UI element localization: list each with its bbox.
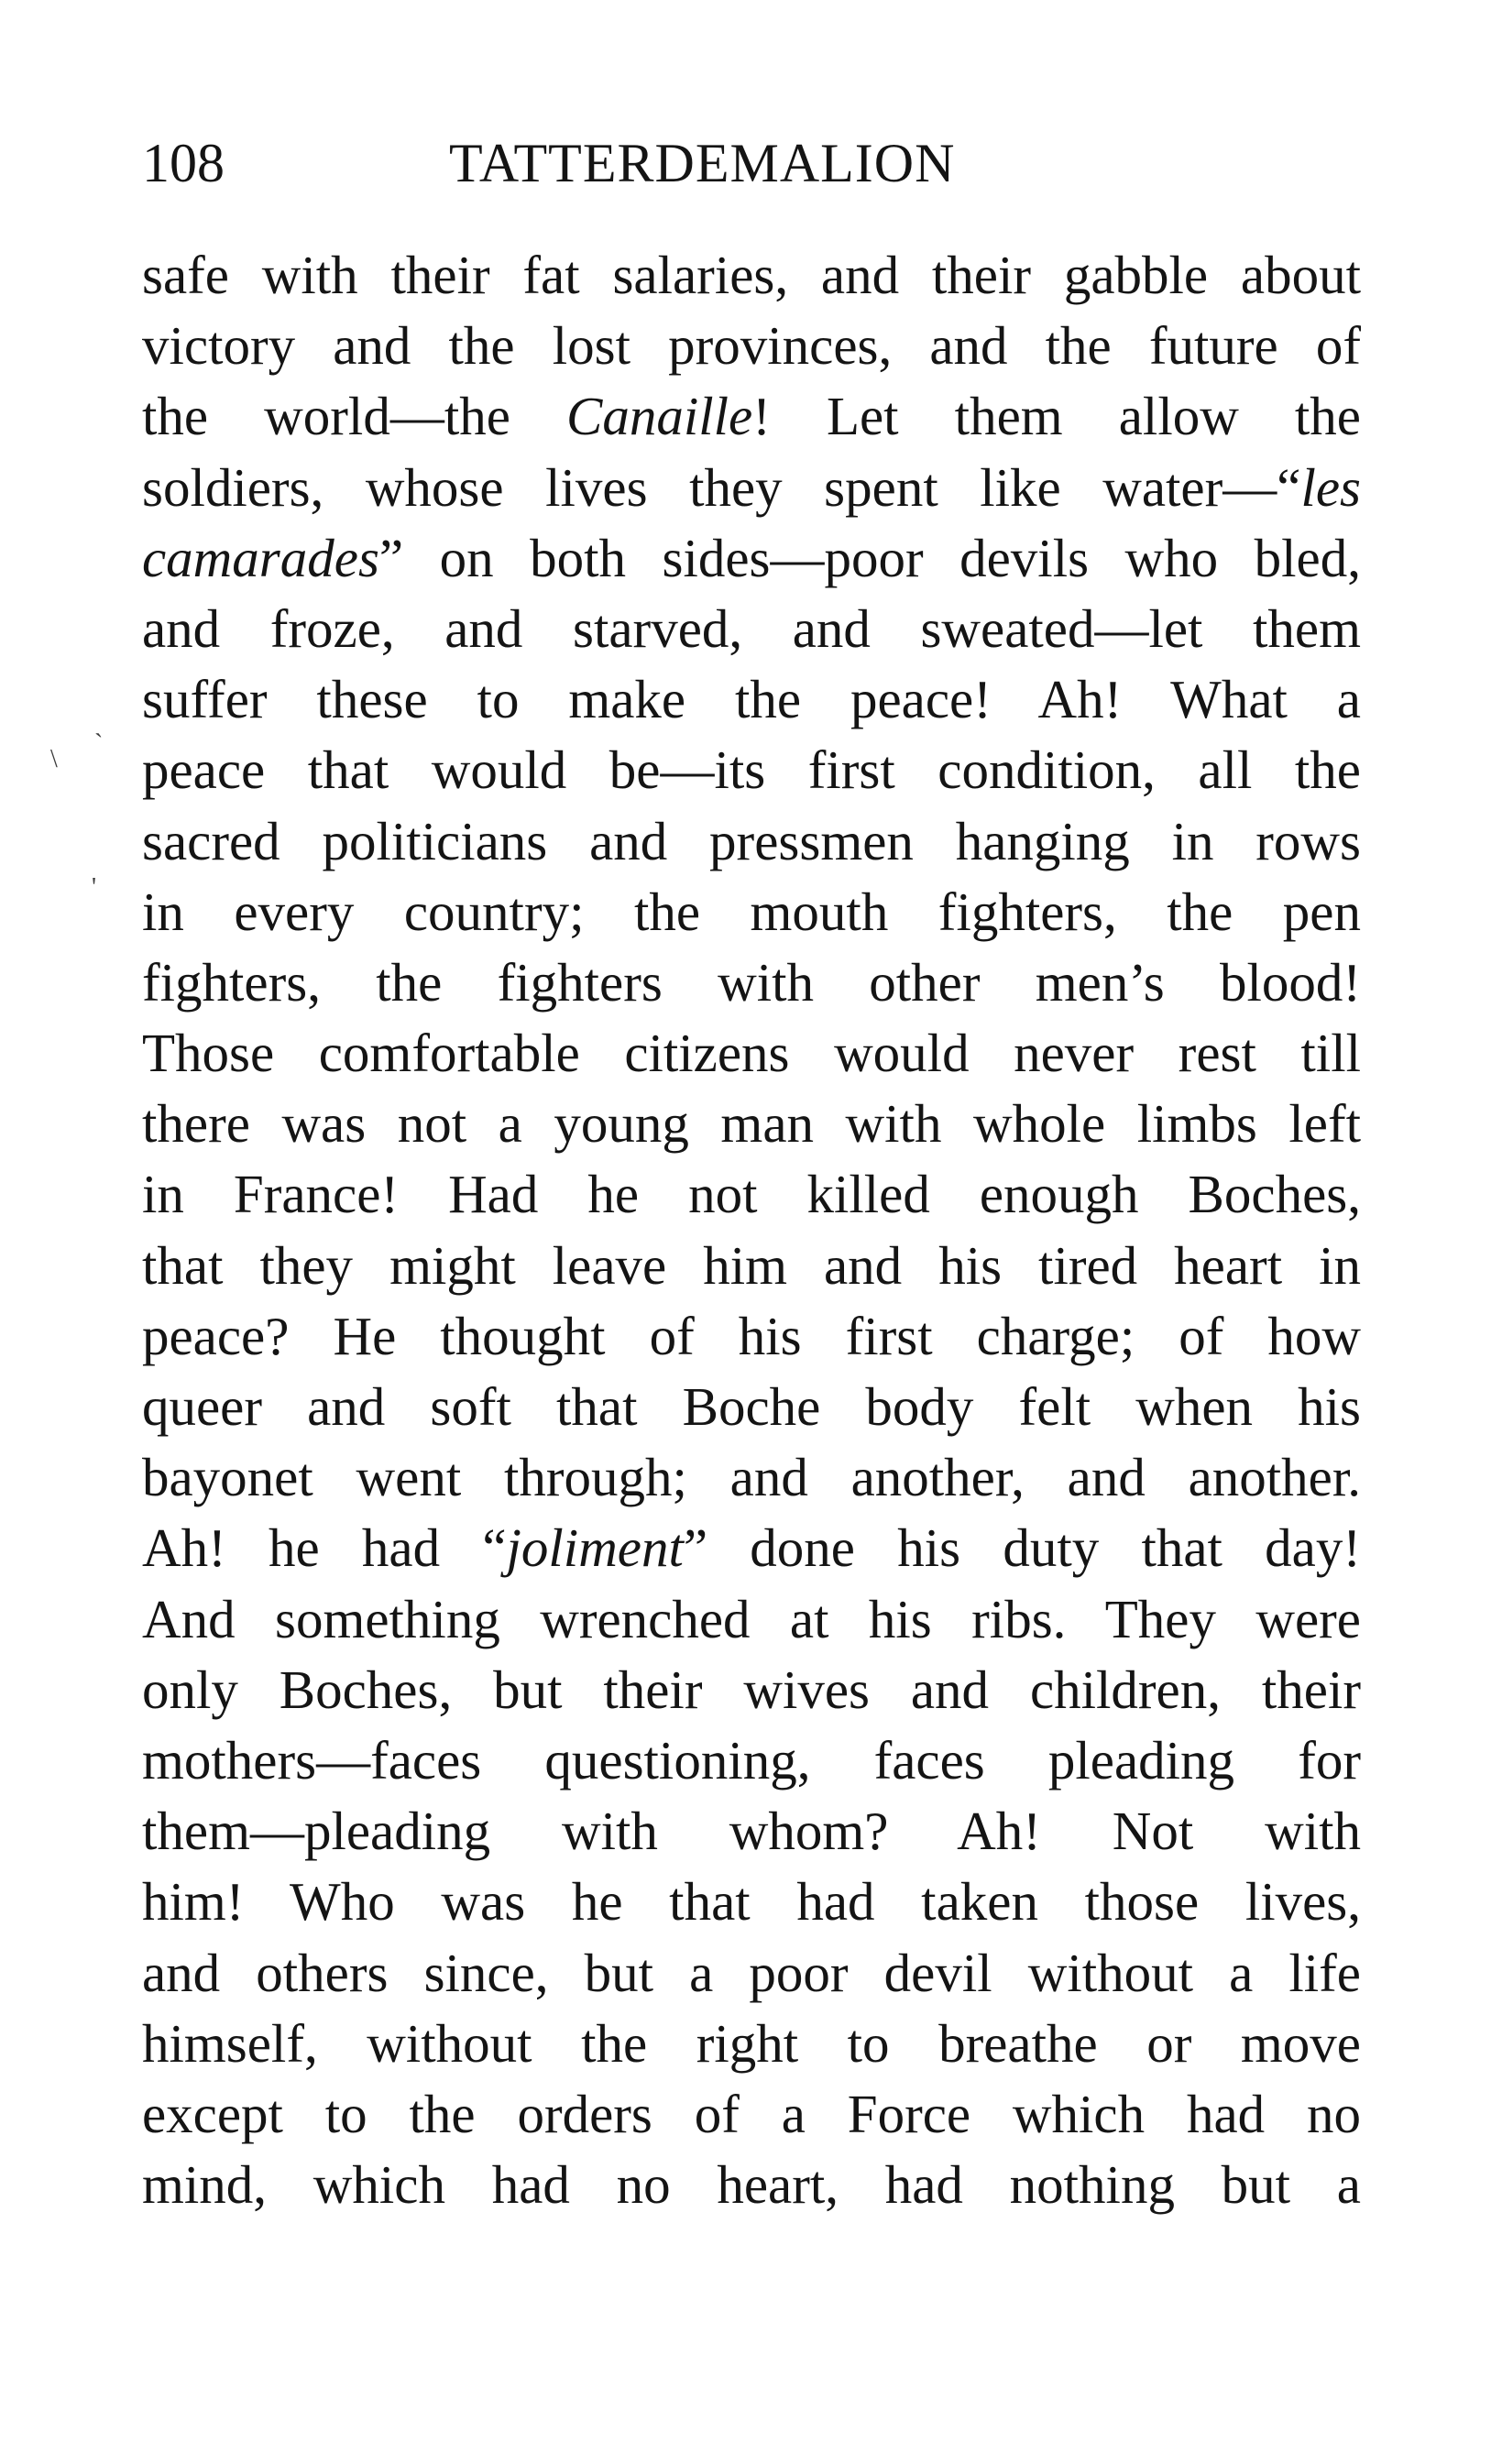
text-line: bayonet went through; and another, and another. — [142, 1447, 1361, 1508]
running-title: TATTERDEMALION — [449, 133, 956, 193]
text-line: suffer these to make the peace! Ah! What a — [142, 669, 1361, 730]
text-line: soldiers, whose lives they spent like water—“les — [142, 456, 1361, 518]
text-line: that they might leave him and his tired heart in — [142, 1234, 1361, 1296]
text-line: mind, which had no heart, had nothing but a — [142, 2154, 1361, 2216]
text-line: and froze, and starved, and sweated—let them — [142, 597, 1361, 659]
text-line: in France! Had he not killed enough Boches, — [142, 1164, 1361, 1225]
text-line: them—pleading with whom? Ah! Not with — [142, 1801, 1361, 1862]
text-line: except to the orders of a Force which had no — [142, 2083, 1361, 2144]
text-line: mothers—faces questioning, faces pleading for — [142, 1729, 1361, 1791]
text-line: safe with their fat salaries, and their gabble about — [142, 245, 1361, 305]
text-line: fighters, the fighters with other men’s blood! — [142, 951, 1361, 1013]
text-line: him! Who was he that had taken those lives, — [142, 1871, 1361, 1933]
text-line: peace? He thought of his first charge; of how — [142, 1305, 1361, 1366]
text-line: sacred politicians and pressmen hanging in rows — [142, 810, 1361, 871]
text-line: queer and soft that Boche body felt when his — [142, 1376, 1361, 1437]
text-line: the world—the Canaille! Let them allow the — [142, 386, 1361, 447]
margin-mark: ' — [92, 873, 97, 902]
text-line: peace that would be—its first condition, all the — [142, 739, 1361, 801]
page-header — [142, 126, 1361, 200]
page-number: 108 — [142, 133, 225, 193]
text-line: And something wrenched at his ribs. They were — [142, 1588, 1361, 1649]
text-line: Those comfortable citizens would never rest till — [142, 1023, 1361, 1084]
text-line: only Boches, but their wives and children, their — [142, 1659, 1361, 1720]
text-line: in every country; the mouth fighters, the pen — [142, 881, 1361, 942]
text-line: victory and the lost provinces, and the future of — [142, 315, 1361, 377]
text-line: and others since, but a poor devil without a life — [142, 1942, 1361, 2003]
body-text — [142, 240, 1361, 2220]
margin-mark: ` — [94, 729, 104, 758]
text-line: himself, without the right to breathe or move — [142, 2012, 1361, 2074]
text-line: Ah! he had “joliment” done his duty that day! — [142, 1517, 1361, 1579]
margin-mark: \ — [50, 745, 58, 773]
text-line: camarades” on both sides—poor devils who bled, — [142, 527, 1361, 588]
text-line: there was not a young man with whole limbs left — [142, 1093, 1361, 1155]
